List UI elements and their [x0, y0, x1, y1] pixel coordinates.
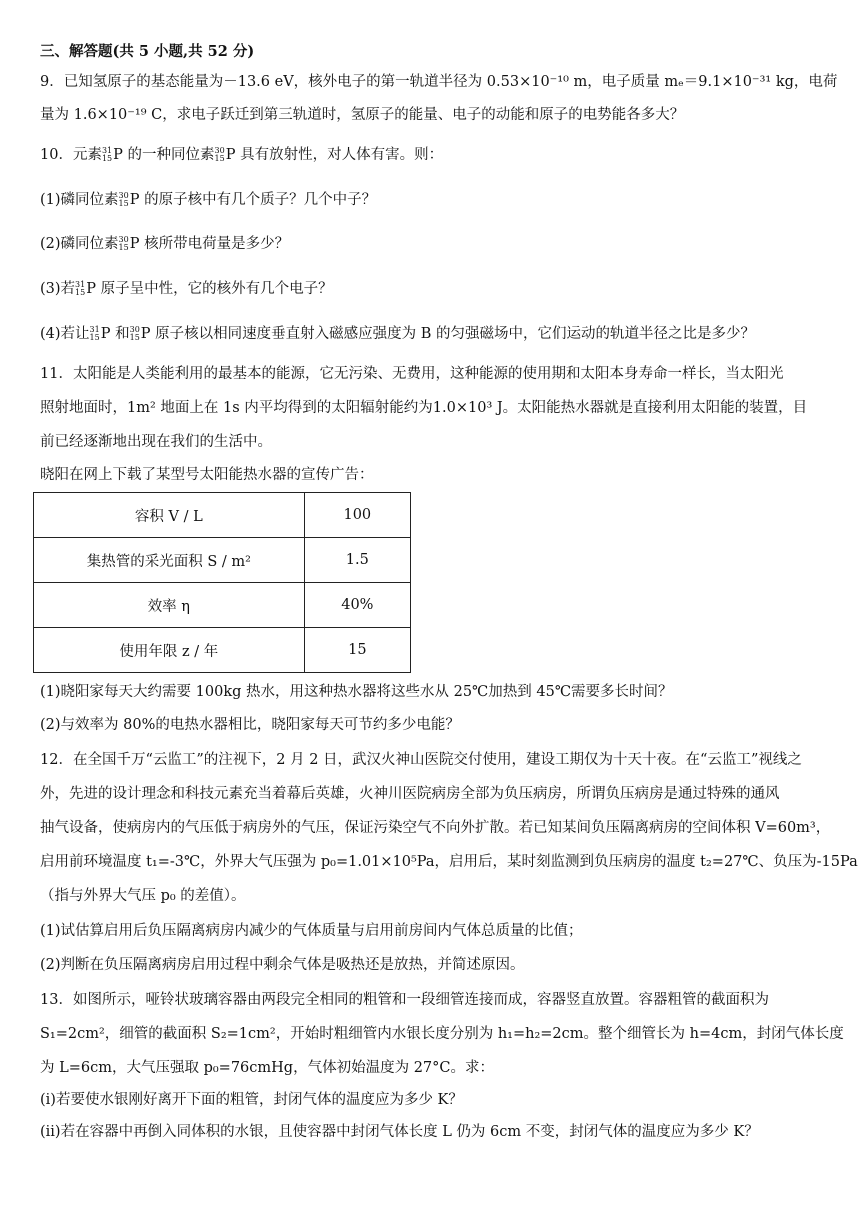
spec-table	[33, 492, 411, 673]
isotope-mass: 30	[129, 325, 140, 334]
q12-line-2: 外，先进的设计理念和科技元素充当着幕后英雄，火神川医院病房全部为负压病房，所谓负压病房是通过特殊的通风	[40, 786, 780, 802]
isotope-number: 15	[118, 199, 129, 208]
table-cell-value: 1.5	[304, 538, 410, 583]
q11-part-1: (1)晓阳家每天大约需要 100kg 热水，用这种热水器将这些水从 25℃加热到 45℃需要多长时间？	[40, 684, 673, 700]
q10-part-3	[40, 279, 820, 299]
isotope-mass: 31	[75, 280, 86, 289]
table-cell-label: 使用年限 z / 年	[34, 628, 305, 673]
table-cell-label: 容积 V / L	[34, 493, 305, 538]
q10-part-2-text-b: P 核所带电荷量是多少？	[129, 236, 290, 252]
table-row	[34, 538, 411, 583]
isotope-p31	[75, 281, 85, 297]
isotope-number: 15	[214, 154, 225, 163]
q11-line-3: 前已经逐渐地出现在我们的生活中。	[40, 434, 272, 450]
q12-line-5: （指与外界大气压 p₀ 的差值）。	[40, 888, 246, 904]
table-cell-value: 15	[304, 628, 410, 673]
isotope-p31	[102, 147, 112, 163]
q13-line-3: 为 L=6cm，大气压强取 p₀=76cmHg，气体初始温度为 27°C。求：	[40, 1060, 494, 1076]
q13-part-2: (ii)若在容器中再倒入同体积的水银，且使容器中封闭气体长度 L 仍为 6cm 不变，封闭气体的温度应为多少 K？	[40, 1124, 759, 1140]
isotope-p30	[119, 192, 129, 208]
table-cell-label: 效率 η	[34, 583, 305, 628]
q10-part-1	[40, 190, 820, 210]
q10-part-2-text-a: (2)磷同位素	[40, 236, 119, 252]
q9-line-2: 量为 1.6×10⁻¹⁹ C，求电子跃迁到第三轨道时，氢原子的能量、电子的动能和原子的电势能各多大？	[40, 107, 685, 123]
q10-part-1-text-a: (1)磷同位素	[40, 192, 119, 208]
q10-part-4-text-c: P 原子核以相同速度垂直射入磁感应强度为 B 的匀强磁场中，它们运动的轨道半径之比是多少？	[140, 326, 756, 342]
q11-part-2: (2)与效率为 80%的电热水器相比，晓阳家每天可节约多少电能？	[40, 717, 460, 733]
q12-part-1: (1)试估算启用后负压隔离病房内减少的气体质量与启用前房间内气体总质量的比值；	[40, 923, 583, 939]
q12-line-4: 启用前环境温度 t₁=-3℃，外界大气压强为 p₀=1.01×10⁵Pa，启用后，某时刻监测到负压病房的温度 t₂=27℃、负压为-15Pa	[40, 854, 858, 870]
isotope-p31	[90, 326, 100, 342]
table-cell-value: 100	[304, 493, 410, 538]
q10-intro-text-b: P 的一种同位素	[113, 147, 215, 163]
isotope-mass: 30	[214, 146, 225, 155]
q10-intro	[40, 145, 820, 165]
isotope-p30	[130, 326, 140, 342]
isotope-mass: 31	[89, 325, 100, 334]
isotope-p30	[119, 236, 129, 252]
q10-part-3-text-a: (3)若	[40, 281, 76, 297]
q12-part-2: (2)判断在负压隔离病房启用过程中剩余气体是吸热还是放热，并简述原因。	[40, 957, 525, 973]
isotope-number: 15	[118, 243, 129, 252]
q9-line-1: 9．已知氢原子的基态能量为－13.6 eV，核外电子的第一轨道半径为 0.53×10⁻¹⁰ m，电子质量 mₑ＝9.1×10⁻³¹ kg，电荷	[40, 74, 838, 90]
isotope-number: 15	[129, 333, 140, 342]
q13-line-2: S₁=2cm²，细管的截面积 S₂=1cm²，开始时粗细管内水银长度分别为 h₁=h₂=2cm。整个细管长为 h=4cm，封闭气体长度	[40, 1026, 844, 1042]
isotope-number: 15	[75, 288, 86, 297]
table-row	[34, 628, 411, 673]
q11-line-2: 照射地面时，1m² 地面上在 1s 内平均得到的太阳辐射能约为1.0×10³ J。太阳能热水器就是直接利用太阳能的装置，目	[40, 400, 808, 416]
q12-line-3: 抽气设备，使病房内的气压低于病房外的气压，保证污染空气不向外扩散。若已知某间负压隔离病房的空间体积 V=60m³，	[40, 820, 831, 836]
q10-intro-text-a: 10．元素	[40, 147, 102, 163]
isotope-mass: 30	[118, 235, 129, 244]
table-row	[34, 493, 411, 538]
q10-part-4-text-b: P 和	[100, 326, 130, 342]
isotope-mass: 30	[118, 191, 129, 200]
q10-part-2	[40, 234, 820, 254]
table-row	[34, 583, 411, 628]
table-cell-label: 集热管的采光面积 S / m²	[34, 538, 305, 583]
isotope-number: 15	[101, 154, 113, 163]
isotope-mass: 31	[101, 146, 113, 155]
q11-line-1: 11．太阳能是人类能利用的最基本的能源，它无污染、无费用，这种能源的使用期和太阳本身寿命一样长，当太阳光	[40, 366, 784, 382]
q13-part-1: (i)若要使水银刚好离开下面的粗管，封闭气体的温度应为多少 K？	[40, 1092, 463, 1108]
table-cell-value: 40%	[304, 583, 410, 628]
isotope-p30	[215, 147, 225, 163]
q13-line-1: 13．如图所示，哑铃状玻璃容器由两段完全相同的粗管和一段细管连接而成，容器竖直放置。容器粗管的截面积为	[40, 992, 769, 1008]
q10-part-4-text-a: (4)若让	[40, 326, 90, 342]
q10-part-4	[40, 324, 820, 344]
q10-part-1-text-b: P 的原子核中有几个质子？几个中子？	[129, 192, 377, 208]
isotope-number: 15	[89, 333, 100, 342]
q10-intro-text-c: P 具有放射性，对人体有害。则：	[225, 147, 444, 163]
q10-part-3-text-b: P 原子呈中性，它的核外有几个电子？	[86, 281, 333, 297]
q11-line-4: 晓阳在网上下载了某型号太阳能热水器的宣传广告：	[40, 467, 374, 483]
section-title: 三、解答题(共 5 小题,共 52 分)	[40, 43, 255, 60]
q12-line-1: 12．在全国千万“云监工”的注视下，2 月 2 日，武汉火神山医院交付使用，建设工期仅为十天十夜。在“云监工”视线之	[40, 752, 802, 768]
